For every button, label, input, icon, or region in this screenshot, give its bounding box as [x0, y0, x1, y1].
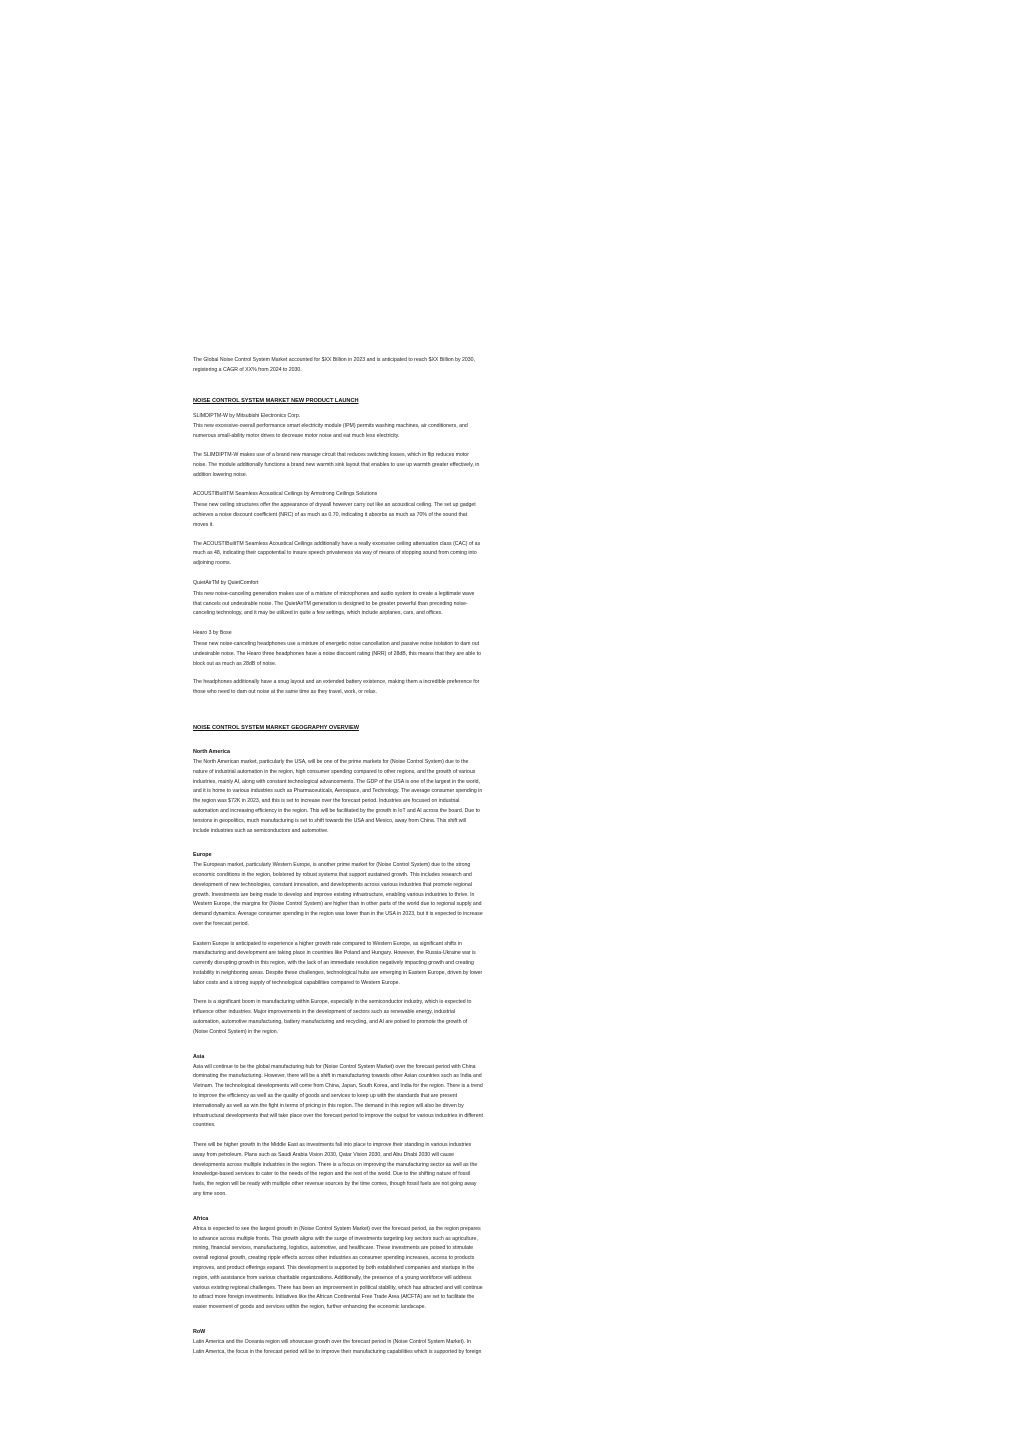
region-heading: Europe — [193, 852, 212, 859]
intro-paragraph: The Global Noise Control System Market accounted for $XX Billion in 2023 and is anticipated to reach $XX Billion by 2030, registering a CAGR of XX% from 2024 to 2030. — [193, 357, 476, 373]
product-entry — [193, 490, 483, 569]
product-entry — [193, 412, 483, 481]
product-description: The ACOUSTIBuiltTM Seamless Acoustical Ceilings additionally have a really excessive ceiling attenuation class (CAC) of as much as 48, indicating their cappotential to insure speech privateness via way of means of stopping sound from coming into adjoining rooms. — [193, 540, 481, 567]
product-name: ACOUSTIBuiltTM Seamless Acoustical Ceilings by Armstrong Ceilings Solutions — [193, 491, 378, 498]
region-paragraph: Africa is expected to see the largest growth in (Noise Control System Market) over the forecast period, as the region prepares to advance across multiple fronts. This growth aligns with the surge of investments targeting key sectors such as agriculture, mining, financial services, manufacturing, logistics, automotive, and healthcare. These investments are poised to stimulate overall regional growth, creating ripple effects across other industries as consumer spending increases, access to products improves, and product offerings expand. This development is supported by both established companies and startups in the region, with assistance from various charitable organizations. Additionally, the presence of a young workforce will address various existing regional challenges. There has been an improvement in political stability, which has attracted and will continue to attract more foreign investments. Initiatives like the African Continental Free Trade Area (AfCFTA) are set to facilitate the easier movement of goods and services within the region, further enhancing the economic landscape. — [193, 1225, 483, 1311]
product-description: The SLIMDIPTM-W makes use of a brand new manage circuit that reduces switching losses, which in flip reduces motor noise. The module additionally functions a brand new warmth sink layout that enables to use up warmth greater effectively, in addition lowering noise. — [193, 451, 480, 478]
product-description: The headphones additionally have a snug layout and an extended battery existence, making them a incredible preference for those who need to dam out noise at the same time as they travel, work, or relax. — [193, 679, 480, 696]
region-paragraph: Latin America and the Oceania region will showcase growth over the forecast period in (Noise Control System Market). In Latin America, the focus in the forecast period will be to improve their manufacturing capabilities which is supported by foreign — [193, 1338, 482, 1355]
product-description: These new ceiling structures offer the appearance of drywall however carry out like an acoustical ceiling. The set up gadget achieves a noise discount coefficient (NRC) of as much as 0.70, indicating it absorbs as much as 70% of the sound that moves it. — [193, 502, 476, 528]
product-description: These new noise-canceling headphones use a mixture of energetic noise cancellation and passive noise isolation to dam out undesirable noise. The Hearo three headphones have a noise discount rating (NRR) of 28dB, this means that they are able to block out as much as 28dB of noise. — [193, 640, 481, 667]
region-asia — [193, 1052, 483, 1200]
region-europe — [193, 850, 483, 1037]
region-paragraph: There is a significant boom in manufacturing within Europe, especially in the semiconductor industry, which is expected to influence other industries. Major improvements in the development of sectors such as renewable energy, industrial automation, automotive manufacturing, battery manufacturing and recycling, and AI are poised to promote the growth of (Noise Control System) in the region. — [193, 999, 472, 1035]
section-heading-geography: NOISE CONTROL SYSTEM MARKET GEOGRAPHY OVERVIEW — [193, 724, 359, 731]
product-entry — [193, 579, 483, 619]
region-paragraph: Asia will continue to be the global manufacturing hub for (Noise Control System Market) over the forecast period with China dominating the manufacturing. However, there will be a shift in manufacturing towards other Asian countries such as India and Vietnam. The technological developments will come from China, Japan, South Korea, and India for the region. There is a trend to improve the efficiency as well as the quality of goods and services to keep up with the standards that are present internationally as well as win the fight in terms of pricing in this region. The demand in this region will also be driven by infrastructural developments that will take place over the forecast period to improve the output for various industries in different countries. — [193, 1063, 483, 1129]
region-north-america — [193, 747, 483, 836]
region-heading: Africa — [193, 1215, 209, 1222]
product-description: This new excessive-overall performance smart electricity module (IPM) permits washing machines, air conditioners, and numerous small-ability motor drives to decrease motor noise and eat much less electricity. — [193, 423, 468, 440]
region-paragraph: There will be higher growth in the Middle East as investments fall into place to improve their standing in various industries away from petroleum. Plans such as Saudi Arabia Vision 2030, Qatar Vision 2030, and Abu Dhabi 2030 will cause developments across multiple industries in the region. There is a focus on improving the manufacturing sector as well as the knowledge-based services to cater to the needs of the region and the rest of the world. Due to the shifting nature of fossil fuels, the region will be ready with multiple other revenue sources by the time comes, though fossil fuels are not going away any time soon. — [193, 1142, 478, 1197]
product-name: SLIMDIPTM-W by Mitsubishi Electronics Corp. — [193, 412, 301, 419]
region-paragraph: The North American market, particularly the USA, will be one of the prime markets for (Noise Control System) due to the nature of industrial automation in the region, high consumer spending compared to other regions, and the growth of various industries, mainly AI, along with constant technological advancements. The GDP of the USA is one of the largest in the world, and it is home to various industries such as Pharmaceuticals, Aerospace, and Technology. The average consumer spending in the region was $72K in 2023, and this is set to increase over the forecast period. Industries are focused on industrial automation and increasing efficiency in the region. This will be facilitated by the growth in IoT and AI across the board. Due to tensions in geopolitics, much manufacturing is set to shift towards the USA and Mexico, away from China. This shift will include industries such as semiconductors and automotive. — [193, 758, 483, 834]
region-heading: North America — [193, 748, 230, 755]
region-africa — [193, 1214, 483, 1313]
region-paragraph: The European market, particularly Western Europe, is another prime market for (Noise Control System) due to the strong economic conditions in the region, bolstered by robust systems that support sustained growth. This includes research and development of new technologies, constant innovation, and developments across various industries that promote regional growth. Investments are being made to develop and improve existing infrastructure, enabling various industries to thrive. In Western Europe, the margins for (Noise Control System) are higher than in other parts of the world due to regional supply and demand dynamics. Average consumer spending in the region was lower than in the USA in 2023, but it is expected to increase over the forecast period. — [193, 862, 483, 928]
region-row — [193, 1327, 483, 1358]
product-description: This new noise-canceling generation makes use of a mixture of microphones and audio system to create a legitimate wave that cancels out undesirable noise. The QuietAirTM generation is designed to be greater powerful than preceding noise-canceling technology, and it may be utilized in quite a few settings, which include airplanes, cars, and offices. — [193, 590, 475, 617]
document-body — [193, 356, 483, 1358]
region-heading: RoW — [193, 1328, 206, 1335]
section-heading-product-launch: NOISE CONTROL SYSTEM MARKET NEW PRODUCT LAUNCH — [193, 397, 359, 404]
region-paragraph: Eastern Europe is anticipated to experience a higher growth rate compared to Western Europe, as significant shifts in manufacturing and development are taking place in countries like Poland and Hungary. However, the Russia-Ukraine war is currently disrupting growth in this region, with the lack of an immediate resolution negatively impacting growth and creating instability in neighboring areas. Despite these challenges, technological hubs are emerging in Eastern Europe, driven by lower labor costs and a strong supply of technological capabilities compared to Western Europe. — [193, 940, 483, 986]
product-name: QuietAirTM by QuietComfort — [193, 579, 259, 586]
product-entry — [193, 629, 483, 698]
product-name: Hearo 3 by Bose — [193, 630, 232, 637]
region-heading: Asia — [193, 1053, 205, 1060]
